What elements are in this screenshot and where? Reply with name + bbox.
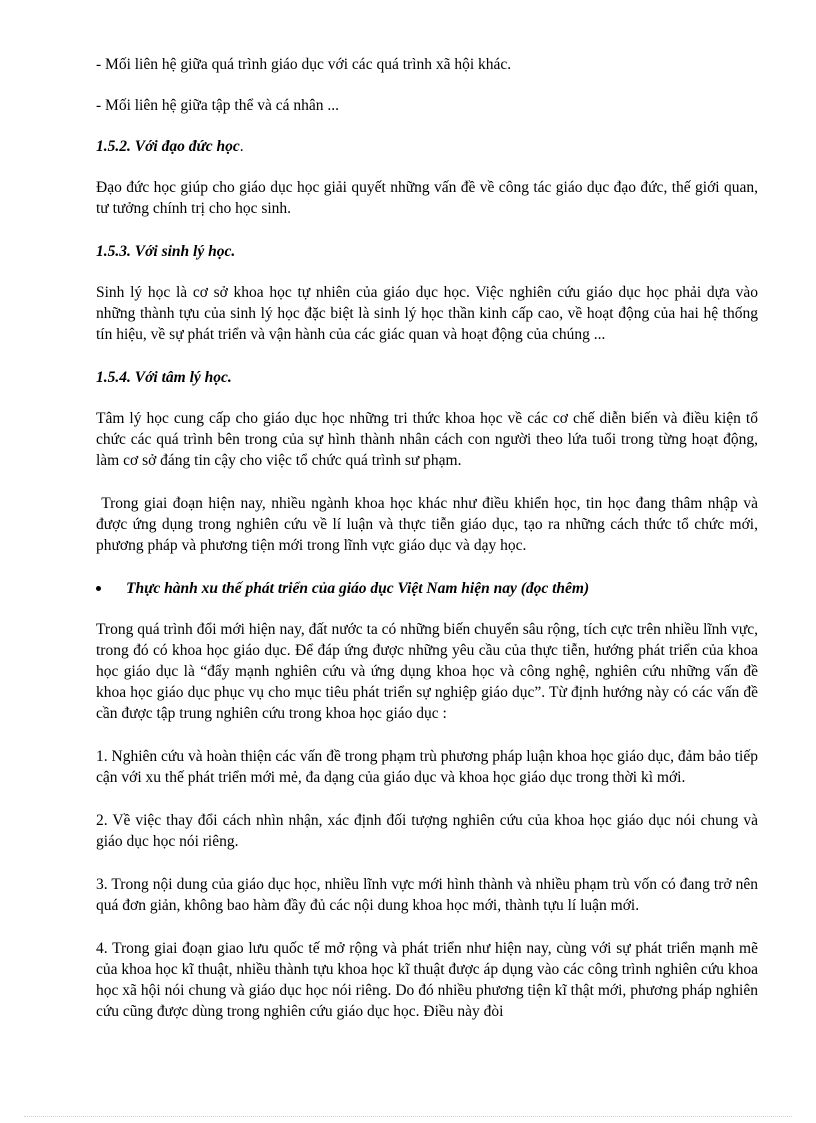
practice-bullet-heading bbox=[96, 578, 758, 599]
section-body-1-5-4-other-sciences bbox=[96, 493, 758, 556]
practice-item-1: 1. Nghiên cứu và hoàn thiện các vấn đề trong phạm trù phương pháp luận khoa học giáo dục, đảm bảo tiếp cận với xu thế phát triển mới mẻ, đa dạng của giáo dục và khoa học giáo dục trong thời kì mới. bbox=[96, 748, 758, 786]
section-heading-1-5-2-period: . bbox=[239, 138, 244, 155]
section-body-1-5-4: Tâm lý học cung cấp cho giáo dục học những tri thức khoa học về các cơ chế diễn biến và điều kiện tổ chức các quá trình bên trong của sự hình thành nhân cách con người theo lứa tuổi trong từng hoạt động, làm cơ sở đáng tin cậy cho việc tổ chức quá trình sư phạm. bbox=[96, 410, 758, 469]
section-body-1-5-3: Sinh lý học là cơ sở khoa học tự nhiên của giáo dục học. Việc nghiên cứu giáo dục học phải dựa vào những thành tựu của sinh lý học đặc biệt là sinh lý học thần kinh cấp cao, về hoạt động của hai hệ thống tín hiệu, về sự phát triển và vận hành của các giác quan và hoạt động của chúng ... bbox=[96, 284, 758, 343]
bullet-dot-icon bbox=[96, 586, 101, 591]
relation-line-collective: - Mối liên hệ giữa tập thể và cá nhân ... bbox=[96, 97, 339, 114]
section-body-1-5-2: Đạo đức học giúp cho giáo dục học giải quyết những vấn đề về công tác giáo dục đạo đức, thế giới quan, tư tưởng chính trị cho học sinh. bbox=[96, 179, 758, 217]
section-heading-1-5-3: 1.5.3. Với sinh lý học. bbox=[96, 243, 236, 260]
section-heading-1-5-4: 1.5.4. Với tâm lý học. bbox=[96, 369, 232, 386]
section-heading-1-5-2-text: 1.5.2. Với đạo đức học bbox=[96, 138, 240, 155]
practice-title: Thực hành xu thế phát triển của giáo dục Việt Nam hiện nay (đọc thêm) bbox=[126, 580, 590, 597]
other-sciences-text: Trong giai đoạn hiện nay, nhiều ngành khoa học khác như điều khiển học, tin học đang thâm nhập và được ứng dụng trong nghiên cứu về lí luận và thực tiễn giáo dục, tạo ra những cách thức tổ chức mới, phương pháp và phương tiện mới trong lĩnh vực giáo dục và dạy học. bbox=[96, 495, 758, 554]
practice-item-4: 4. Trong giai đoạn giao lưu quốc tế mở rộng và phát triển như hiện nay, cùng với sự phát triển mạnh mẽ của khoa học kĩ thuật, nhiều thành tựu khoa học kĩ thuật được áp dụng vào các công trình nghiên cứu khoa học xã hội nói chung và giáo dục học nói riêng. Do đó nhiều phương tiện kĩ thật mới, phương pháp nghiên cứu cũng được dùng trong nghiên cứu giáo dục học. Điều này đòi bbox=[96, 940, 758, 1020]
section-heading-1-5-2 bbox=[96, 136, 758, 157]
document-page bbox=[96, 54, 758, 1022]
practice-intro: Trong quá trình đổi mới hiện nay, đất nước ta có những biến chuyển sâu rộng, tích cực trên nhiều lĩnh vực, trong đó có khoa học giáo dục. Để đáp ứng được những yêu cầu của thực tiễn, hướng phát triển của khoa học giáo dục là “đẩy mạnh nghiên cứu và ứng dụng khoa học và công nghệ, nghiên cứu những vấn đề khoa học giáo dục phục vụ cho mục tiêu phát triển sự nghiệp giáo dục”. Từ định hướng này có các vấn đề cần được tập trung nghiên cứu trong khoa học giáo dục : bbox=[96, 621, 758, 722]
relation-line-social: - Mối liên hệ giữa quá trình giáo dục với các quá trình xã hội khác. bbox=[96, 56, 512, 73]
practice-item-2: 2. Về việc thay đổi cách nhìn nhận, xác định đối tượng nghiên cứu của khoa học giáo dục nói chung và giáo dục học nói riêng. bbox=[96, 812, 758, 850]
practice-item-3: 3. Trong nội dung của giáo dục học, nhiều lĩnh vực mới hình thành và nhiều phạm trù vốn có đang trở nên quá đơn giản, không bao hàm đầy đủ các nội dung khoa học mới, thành tựu lí luận mới. bbox=[96, 876, 758, 914]
page-bottom-divider bbox=[24, 1116, 792, 1117]
